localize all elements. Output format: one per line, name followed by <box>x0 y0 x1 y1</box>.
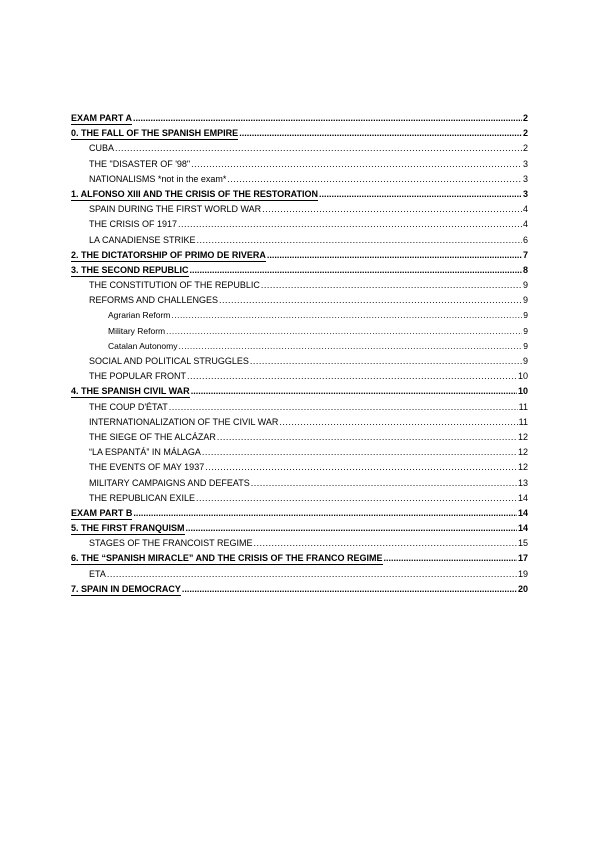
toc-entry-page-number: 14 <box>517 523 528 534</box>
toc-entry-title: LA CANADIENSE STRIKE <box>89 234 196 245</box>
toc-entry-page-number: 19 <box>517 568 528 579</box>
toc-entry-title: THE CRISIS OF 1917 <box>89 219 178 230</box>
toc-dot-leader <box>191 384 517 399</box>
toc-dot-leader <box>251 476 517 491</box>
toc-entry[interactable] <box>71 369 528 384</box>
toc-dot-leader <box>182 582 517 597</box>
toc-entry-title: EXAM PART B <box>71 507 133 518</box>
toc-dot-leader <box>384 551 517 566</box>
toc-entry-page-number: 13 <box>517 477 528 488</box>
toc-dot-leader <box>186 521 517 536</box>
toc-entry-page-number: 15 <box>517 538 528 549</box>
toc-entry-page-number: 4 <box>522 204 528 215</box>
toc-entry-page-number: 20 <box>517 583 528 594</box>
toc-entry[interactable] <box>71 506 528 521</box>
toc-dot-leader <box>178 217 522 232</box>
toc-entry-page-number: 2 <box>522 113 528 123</box>
toc-entry-page-number: 11 <box>518 401 528 412</box>
toc-entry-title: “LA ESPANTÁ” IN MÁLAGA <box>89 447 201 458</box>
toc-dot-leader <box>191 157 522 172</box>
toc-entry-title: 2. THE DICTATORSHIP OF PRIMO DE RIVERA <box>71 249 266 260</box>
toc-entry-page-number: 3 <box>522 173 528 184</box>
toc-entry[interactable] <box>71 187 528 202</box>
toc-entry[interactable] <box>71 567 528 582</box>
toc-entry-page-number: 10 <box>517 386 528 397</box>
toc-entry-page-number: 9 <box>522 295 528 306</box>
toc-entry[interactable] <box>71 354 528 369</box>
toc-entry[interactable] <box>71 172 528 187</box>
toc-entry[interactable] <box>71 521 528 536</box>
toc-entry[interactable] <box>71 233 528 248</box>
toc-entry[interactable] <box>71 551 528 566</box>
toc-dot-leader <box>115 141 522 156</box>
toc-entry-title: Catalan Autonomy <box>108 340 178 351</box>
toc-dot-leader <box>267 248 522 263</box>
toc-entry-title: 5. THE FIRST FRANQUISM <box>71 523 185 534</box>
toc-entry[interactable] <box>71 536 528 551</box>
toc-dot-leader <box>319 187 522 202</box>
toc-dot-leader <box>262 202 522 217</box>
toc-dot-leader <box>196 491 517 506</box>
toc-entry-title: THE POPULAR FRONT <box>89 371 187 382</box>
toc-dot-leader <box>190 263 522 278</box>
toc-entry[interactable] <box>71 460 528 475</box>
toc-dot-leader <box>202 445 517 460</box>
toc-entry[interactable] <box>71 400 528 415</box>
toc-entry-title: Military Reform <box>108 325 166 336</box>
toc-entry-page-number: 8 <box>522 264 528 275</box>
toc-entry-title: EXAM PART A <box>71 113 133 123</box>
toc-entry[interactable] <box>71 582 528 597</box>
toc-entry-page-number: 3 <box>522 158 528 169</box>
toc-dot-leader <box>166 324 522 339</box>
toc-entry-page-number: 9 <box>523 325 528 336</box>
toc-entry-title: THE CONSTITUTION OF THE REPUBLIC <box>89 280 260 291</box>
toc-entry-title: STAGES OF THE FRANCOIST REGIME <box>89 538 253 549</box>
toc-entry[interactable] <box>71 308 528 323</box>
toc-dot-leader <box>239 126 522 141</box>
toc-dot-leader <box>250 354 522 369</box>
toc-entry-page-number: 4 <box>522 219 528 230</box>
toc-dot-leader <box>107 567 517 582</box>
toc-entry-title: REFORMS AND CHALLENGES <box>89 295 219 306</box>
toc-entry-title: 7. SPAIN IN DEMOCRACY <box>71 583 181 594</box>
toc-dot-leader <box>279 415 517 430</box>
toc-dot-leader <box>205 460 517 475</box>
toc-entry-page-number: 2 <box>522 143 528 154</box>
toc-entry-title: THE SIEGE OF THE ALCÁZAR <box>89 431 216 442</box>
toc-dot-leader <box>219 293 522 308</box>
toc-entry-page-number: 14 <box>517 507 528 518</box>
toc-entry-page-number: 9 <box>523 310 528 321</box>
toc-entry-page-number: 7 <box>522 249 528 260</box>
toc-dot-leader <box>171 308 522 323</box>
toc-entry-title: MILITARY CAMPAIGNS AND DEFEATS <box>89 477 250 488</box>
toc-entry-page-number: 11 <box>518 416 528 427</box>
toc-entry[interactable] <box>71 248 528 263</box>
toc-dot-leader <box>217 430 517 445</box>
toc-entry-title: Agrarian Reform <box>108 310 171 321</box>
toc-entry[interactable] <box>71 293 528 308</box>
toc-entry-page-number: 9 <box>523 340 528 351</box>
toc-dot-leader <box>187 369 517 384</box>
toc-entry[interactable] <box>71 339 528 354</box>
toc-entry[interactable] <box>71 278 528 293</box>
toc-entry[interactable] <box>71 157 528 172</box>
toc-entry-title: 0. THE FALL OF THE SPANISH EMPIRE <box>71 128 239 139</box>
toc-entry-title: THE REPUBLICAN EXILE <box>89 492 196 503</box>
toc-entry[interactable] <box>71 384 528 399</box>
toc-entry[interactable] <box>71 126 528 141</box>
toc-entry[interactable] <box>71 111 528 126</box>
toc-entry-title: 4. THE SPANISH CIVIL WAR <box>71 386 190 397</box>
toc-entry[interactable] <box>71 202 528 217</box>
toc-entry[interactable] <box>71 445 528 460</box>
toc-entry[interactable] <box>71 217 528 232</box>
toc-entry-title: INTERNATIONALIZATION OF THE CIVIL WAR <box>89 416 279 427</box>
toc-entry-title: CUBA <box>89 143 115 154</box>
toc-entry-title: SPAIN DURING THE FIRST WORLD WAR <box>89 204 262 215</box>
toc-dot-leader <box>227 172 522 187</box>
toc-entry-page-number: 17 <box>517 553 528 564</box>
toc-entry-page-number: 14 <box>517 492 528 503</box>
toc-entry[interactable] <box>71 476 528 491</box>
toc-entry-title: 6. THE “SPANISH MIRACLE” AND THE CRISIS OF THE FRANCO REGIME <box>71 553 383 564</box>
toc-entry-title: THE "DISASTER OF '98" <box>89 158 191 169</box>
toc-entry-page-number: 10 <box>517 371 528 382</box>
toc-dot-leader <box>133 506 517 521</box>
toc-dot-leader <box>178 339 522 354</box>
toc-entry[interactable] <box>71 415 528 430</box>
toc-entry-page-number: 12 <box>517 447 528 458</box>
toc-entry[interactable] <box>71 491 528 506</box>
table-of-contents <box>71 111 528 597</box>
toc-entry[interactable] <box>71 263 528 278</box>
toc-entry[interactable] <box>71 324 528 339</box>
toc-dot-leader <box>261 278 522 293</box>
toc-entry-title: ETA <box>89 568 106 579</box>
toc-entry-page-number: 9 <box>522 280 528 291</box>
toc-dot-leader <box>254 536 517 551</box>
toc-entry-title: 1. ALFONSO XIII AND THE CRISIS OF THE RESTORATION <box>71 188 319 199</box>
toc-entry-page-number: 6 <box>522 234 528 245</box>
toc-entry[interactable] <box>71 430 528 445</box>
toc-entry-title: THE COUP D'ÉTAT <box>89 401 168 412</box>
toc-entry-page-number: 9 <box>522 356 528 366</box>
toc-entry[interactable] <box>71 141 528 156</box>
toc-dot-leader <box>133 111 522 126</box>
toc-entry-title: 3. THE SECOND REPUBLIC <box>71 264 189 275</box>
toc-entry-title: SOCIAL AND POLITICAL STRUGGLES <box>89 356 249 366</box>
toc-entry-title: NATIONALISMS *not in the exam* <box>89 173 227 184</box>
toc-entry-title: THE EVENTS OF MAY 1937 <box>89 462 205 473</box>
toc-entry-page-number: 12 <box>517 431 528 442</box>
toc-entry-page-number: 3 <box>522 188 528 199</box>
toc-entry-page-number: 12 <box>517 462 528 473</box>
toc-dot-leader <box>169 400 518 415</box>
toc-dot-leader <box>197 233 522 248</box>
toc-entry-page-number: 2 <box>522 128 528 139</box>
